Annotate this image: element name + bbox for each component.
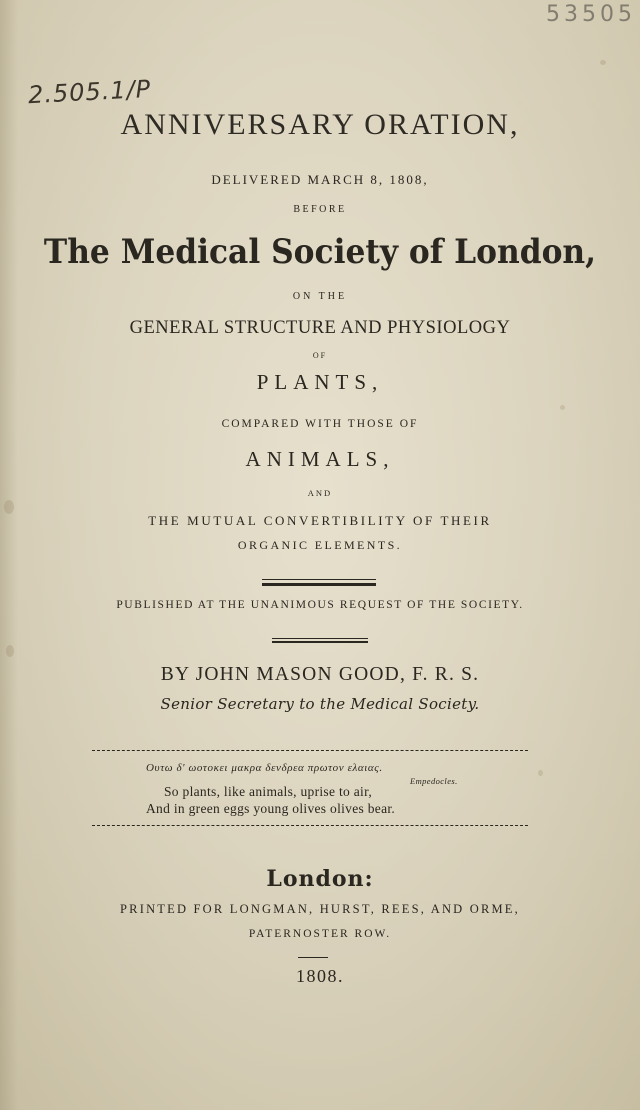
greek-epigraph: Ουτω δ' ωοτοκει μακρα δενδρεα πρωτον ελαιας. [146, 762, 383, 774]
page-edge-shadow [0, 0, 18, 1110]
foxing-spot [538, 770, 543, 776]
and-label: AND [307, 488, 333, 498]
delivered-date: DELIVERED MARCH 8, 1808, [211, 172, 429, 187]
double-rule [272, 638, 368, 643]
library-stamp: 53505 [546, 2, 636, 27]
short-rule [298, 957, 328, 958]
oration-title: ANNIVERSARY ORATION, [120, 108, 520, 141]
society-name: The Medical Society of London, [43, 232, 597, 272]
imprint-address: PATERNOSTER ROW. [248, 928, 392, 940]
on-the-label: ON THE [292, 291, 348, 302]
plants-heading: PLANTS, [256, 370, 384, 394]
handwritten-shelfmark: 2.505.1/P [27, 74, 152, 110]
foxing-spot [600, 60, 606, 65]
published-note: PUBLISHED AT THE UNANIMOUS REQUEST OF THE SOCIETY. [116, 599, 524, 611]
before-label: BEFORE [293, 204, 347, 215]
epigraph-rule-bottom [92, 825, 528, 826]
organic-line: ORGANIC ELEMENTS. [237, 538, 403, 552]
foxing-spot [4, 500, 14, 514]
imprint-city: London: [266, 866, 374, 892]
animals-heading: ANIMALS, [245, 447, 395, 471]
mutual-line: THE MUTUAL CONVERTIBILITY OF THEIR [148, 513, 492, 528]
subject-line: GENERAL STRUCTURE AND PHYSIOLOGY [129, 318, 511, 338]
author-role: Senior Secretary to the Medical Society. [160, 695, 480, 713]
verse-line-1: So plants, like animals, uprise to air, [164, 784, 373, 799]
double-rule [262, 579, 376, 586]
epigraph-attribution: Empedocles. [410, 776, 458, 786]
author-name: BY JOHN MASON GOOD, F. R. S. [160, 664, 480, 685]
compared-label: COMPARED WITH THOSE OF [221, 418, 419, 430]
foxing-spot [6, 645, 14, 657]
of-label: OF [312, 351, 328, 360]
imprint-printer: PRINTED FOR LONGMAN, HURST, REES, AND ORME, [120, 902, 520, 916]
epigraph-rule-top [92, 750, 528, 751]
verse-line-2: And in green eggs young olives olives bear. [146, 801, 396, 816]
foxing-spot [560, 405, 565, 410]
imprint-year: 1808. [296, 966, 344, 986]
